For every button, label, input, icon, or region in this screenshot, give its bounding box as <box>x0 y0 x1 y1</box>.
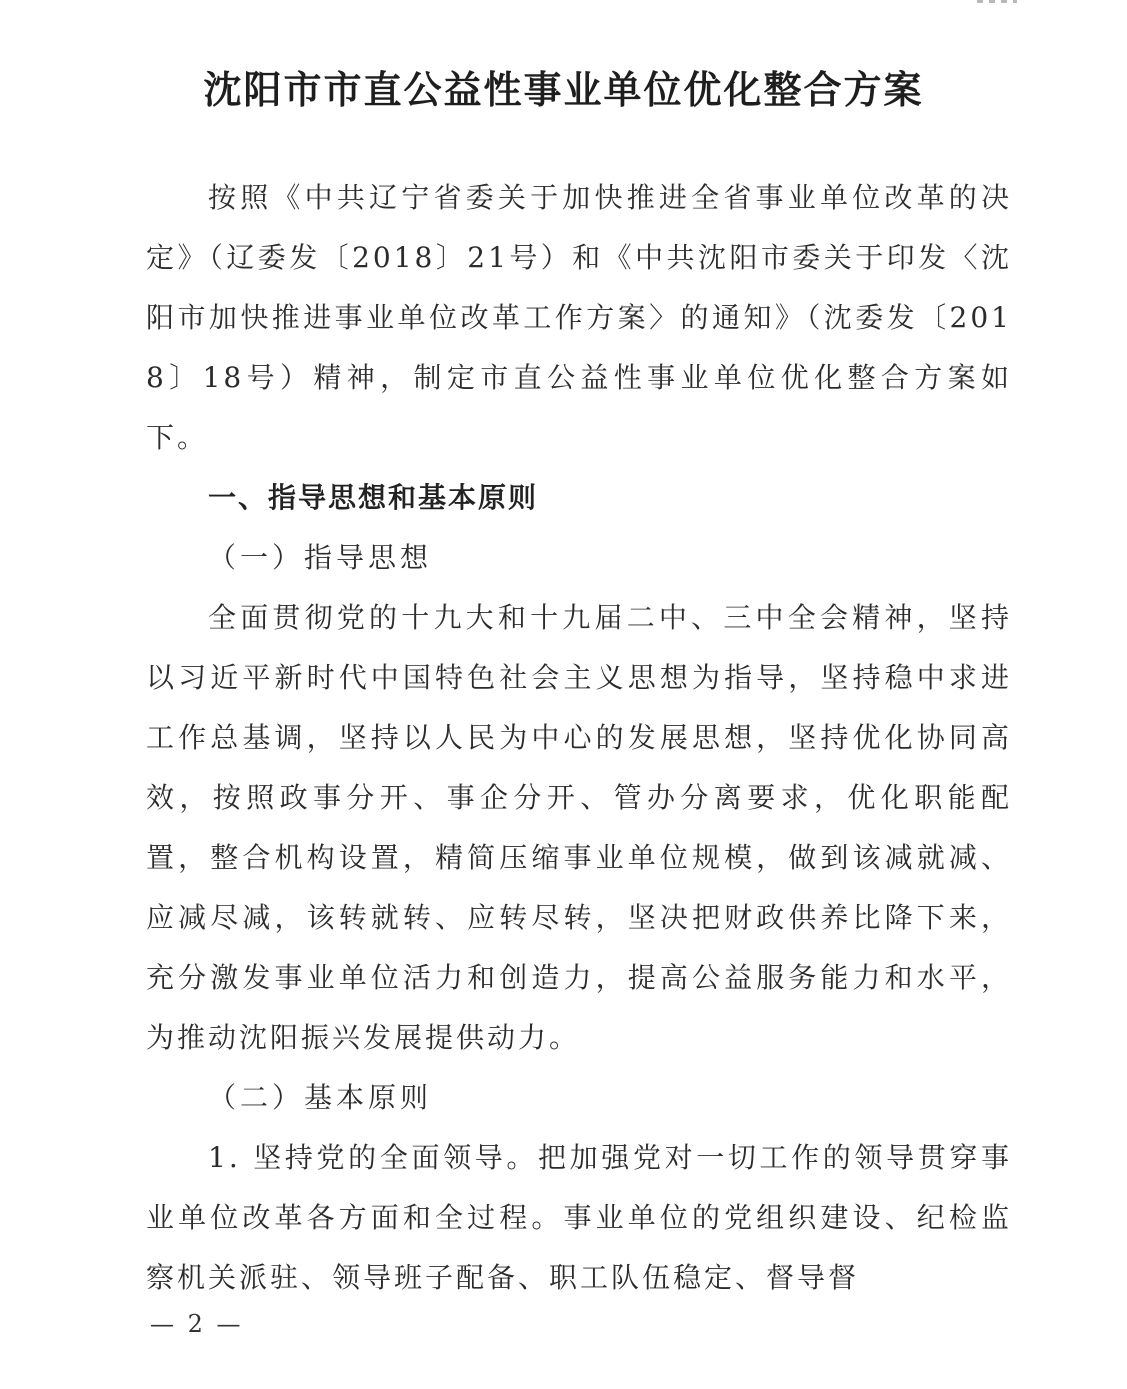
principle-1-paragraph: 1. 坚持党的全面领导。把加强党对一切工作的领导贯穿事业单位改革各方面和全过程。事业单位的党组织建设、纪检监察机关派驻、领导班子配备、职工队伍稳定、督导督 <box>146 1141 1012 1294</box>
subsection-heading-guiding-ideology: （一）指导思想 <box>208 541 433 574</box>
guiding-ideology-paragraph: 全面贯彻党的十九大和十九届二中、三中全会精神，坚持以习近平新时代中国特色社会主义思想为指导，坚持稳中求进工作总基调，坚持以人民为中心的发展思想，坚持优化协同高效，按照政事分开、事企分开、管办分离要求，优化职能配置，整合机构设置，精简压缩事业单位规模，做到该减就减、应减尽减，该转就转、应转尽转，坚决把财政供养比降下来，充分激发事业单位活力和创造力，提高公益服务能力和水平，为推动沈阳振兴发展提供动力。 <box>146 601 1012 1054</box>
subsection-heading-basic-principles: （二）基本原则 <box>208 1081 433 1114</box>
document-title: 沈阳市市直公益性事业单位优化整合方案 <box>203 68 924 112</box>
document-body <box>146 168 1012 1308</box>
page-number: — 2 — <box>150 1310 244 1338</box>
intro-paragraph: 按照《中共辽宁省委关于加快推进全省事业单位改革的决定》（辽委发〔2018〕21号）和《中共沈阳市委关于印发〈沈阳市加快推进事业单位改革工作方案〉的通知》（沈委发〔2018〕18号）精神，制定市直公益性事业单位优化整合方案如下。 <box>146 181 1012 454</box>
section-heading-1: 一、指导思想和基本原则 <box>208 481 539 514</box>
scan-corner-mark <box>977 0 1017 3</box>
